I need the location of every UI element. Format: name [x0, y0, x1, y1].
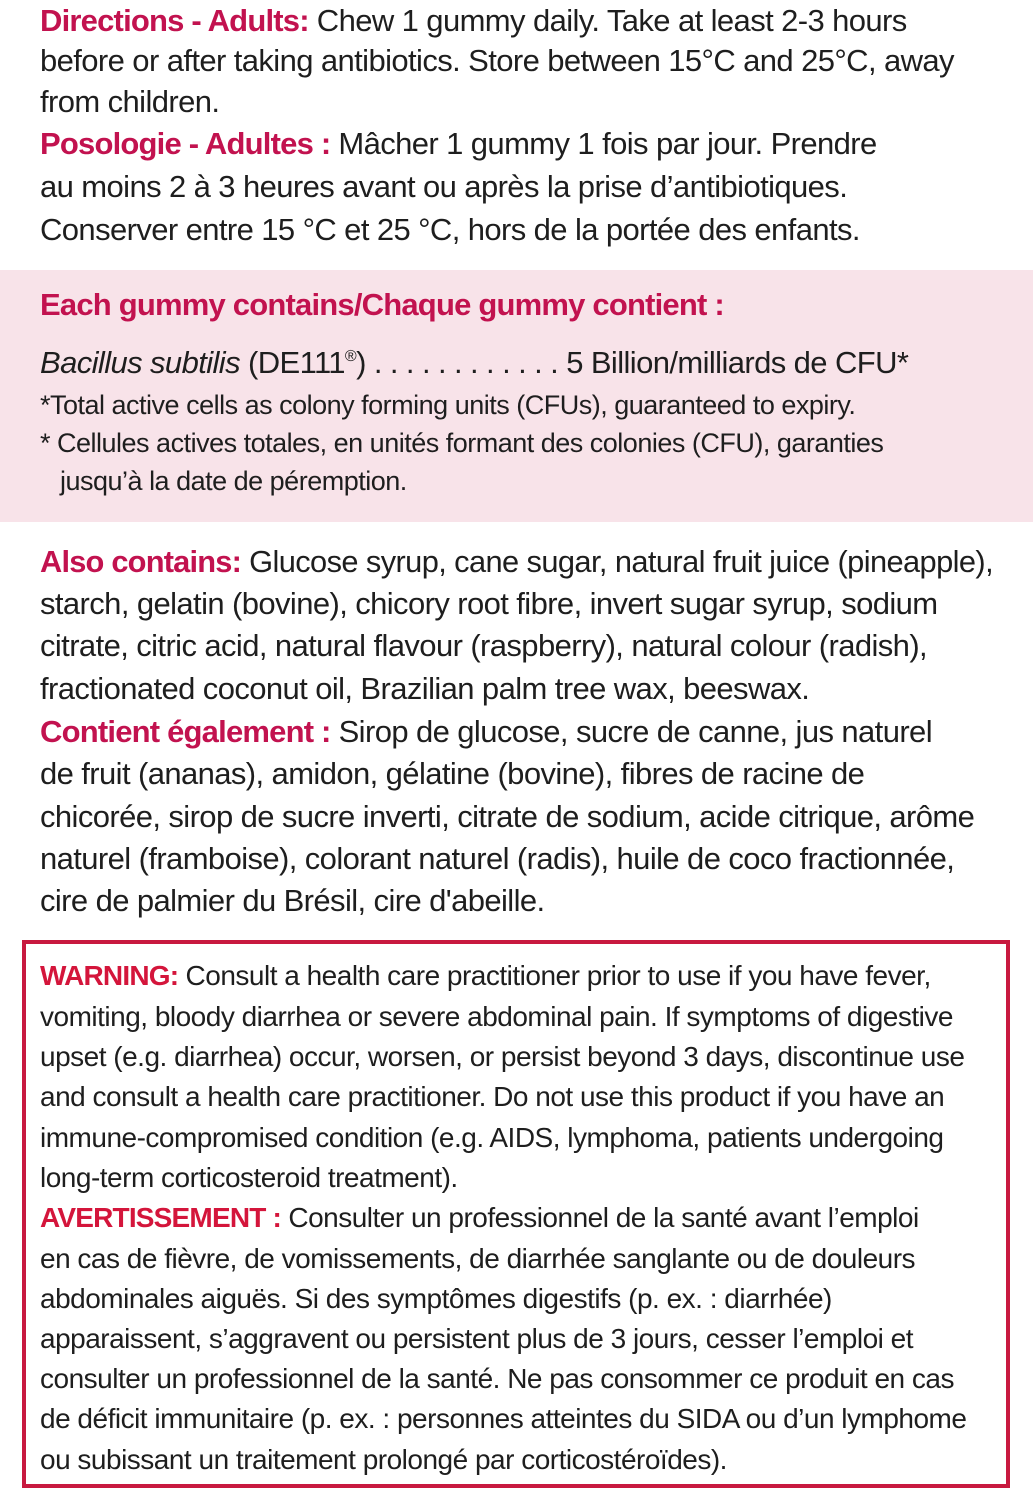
- warning-en-line-4: and consult a health care practitioner. Do not use this product if you have an: [40, 1081, 945, 1112]
- warning-fr-line-6: de déficit immunitaire (p. ex. : personnes atteintes du SIDA ou d’un lymphome: [40, 1403, 967, 1434]
- footnote-fr-1: * Cellules actives totales, en unités formant des colonies (CFU), garanties: [40, 428, 884, 458]
- also-fr-line-4: naturel (framboise), colorant naturel (radis), huile de coco fractionnée,: [40, 841, 955, 876]
- also-fr-line-1: Contient également : Sirop de glucose, sucre de canne, jus naturel: [40, 714, 932, 749]
- ingredient-name: Bacillus subtilis: [40, 345, 240, 380]
- warning-fr-line-7: ou subissant un traitement prolongé par corticostéroïdes).: [40, 1444, 727, 1475]
- warning-fr-line-1: AVERTISSEMENT : Consulter un professionnel de la santé avant l’emploi: [40, 1202, 919, 1233]
- contents-heading: Each gummy contains/Chaque gummy contient :: [40, 287, 724, 322]
- warning-fr-label: AVERTISSEMENT :: [40, 1202, 282, 1233]
- warning-fr-line-3: abdominales aiguës. Si des symptômes digestifs (p. ex. : diarrhée): [40, 1283, 832, 1314]
- also-en-line-1: Also contains: Glucose syrup, cane sugar, natural fruit juice (pineapple),: [40, 544, 994, 579]
- warning-en-line-1: WARNING: Consult a health care practitioner prior to use if you have fever,: [40, 960, 931, 991]
- directions-en-line-1: Directions - Adults: Chew 1 gummy daily. Take at least 2-3 hours: [40, 3, 907, 38]
- warning-fr-line-5: consulter un professionnel de la santé. Ne pas consommer ce produit en cas: [40, 1363, 954, 1394]
- warning-en-label: WARNING:: [40, 960, 179, 991]
- directions-en-line-3: from children.: [40, 84, 220, 119]
- directions-fr-label: Posologie - Adultes :: [40, 126, 331, 161]
- warning-en-line-2: vomiting, bloody diarrhea or severe abdominal pain. If symptoms of digestive: [40, 1001, 953, 1032]
- warning-en-line-3: upset (e.g. diarrhea) occur, worsen, or persist beyond 3 days, discontinue use: [40, 1041, 965, 1072]
- registered-mark: ®: [344, 348, 357, 365]
- directions-fr-line-3: Conserver entre 15 °C et 25 °C, hors de la portée des enfants.: [40, 212, 860, 247]
- also-en-line-3: citrate, citric acid, natural flavour (raspberry), natural colour (radish),: [40, 628, 928, 663]
- leader-dots: . . . . . . . . . . . .: [365, 345, 567, 380]
- ingredient-strain: (DE111: [240, 345, 345, 380]
- ingredient-row: Bacillus subtilis (DE111®) . . . . . . . . . . . . 5 Billion/milliards de CFU*: [40, 345, 909, 380]
- also-fr-line-3: chicorée, sirop de sucre inverti, citrate de sodium, acide citrique, arôme: [40, 799, 975, 834]
- also-fr-line-5: cire de palmier du Brésil, cire d'abeille.: [40, 883, 545, 918]
- ingredient-amount: 5 Billion/milliards de CFU*: [566, 345, 909, 380]
- also-contains-en-label: Also contains:: [40, 544, 242, 579]
- also-contains-fr-label: Contient également :: [40, 714, 331, 749]
- directions-en-line-2: before or after taking antibiotics. Store between 15°C and 25°C, away: [40, 43, 954, 78]
- also-en-line-2: starch, gelatin (bovine), chicory root fibre, invert sugar syrup, sodium: [40, 586, 938, 621]
- also-en-line-4: fractionated coconut oil, Brazilian palm tree wax, beeswax.: [40, 671, 810, 706]
- warning-en-line-5: immune-compromised condition (e.g. AIDS, lymphoma, patients undergoing: [40, 1122, 944, 1153]
- warning-fr-line-4: apparaissent, s’aggravent ou persistent plus de 3 jours, cesser l’emploi et: [40, 1323, 913, 1354]
- directions-fr-line-2: au moins 2 à 3 heures avant ou après la prise d’antibiotiques.: [40, 169, 848, 204]
- footnote-fr-2: jusqu’à la date de péremption.: [60, 466, 407, 496]
- directions-fr-line-1: Posologie - Adultes : Mâcher 1 gummy 1 fois par jour. Prendre: [40, 126, 877, 161]
- footnote-en: *Total active cells as colony forming units (CFUs), guaranteed to expiry.: [40, 390, 856, 420]
- directions-en-label: Directions - Adults:: [40, 3, 309, 38]
- warning-fr-line-2: en cas de fièvre, de vomissements, de diarrhée sanglante ou de douleurs: [40, 1243, 916, 1274]
- warning-en-line-6: long-term corticosteroid treatment).: [40, 1162, 458, 1193]
- also-fr-line-2: de fruit (ananas), amidon, gélatine (bovine), fibres de racine de: [40, 756, 865, 791]
